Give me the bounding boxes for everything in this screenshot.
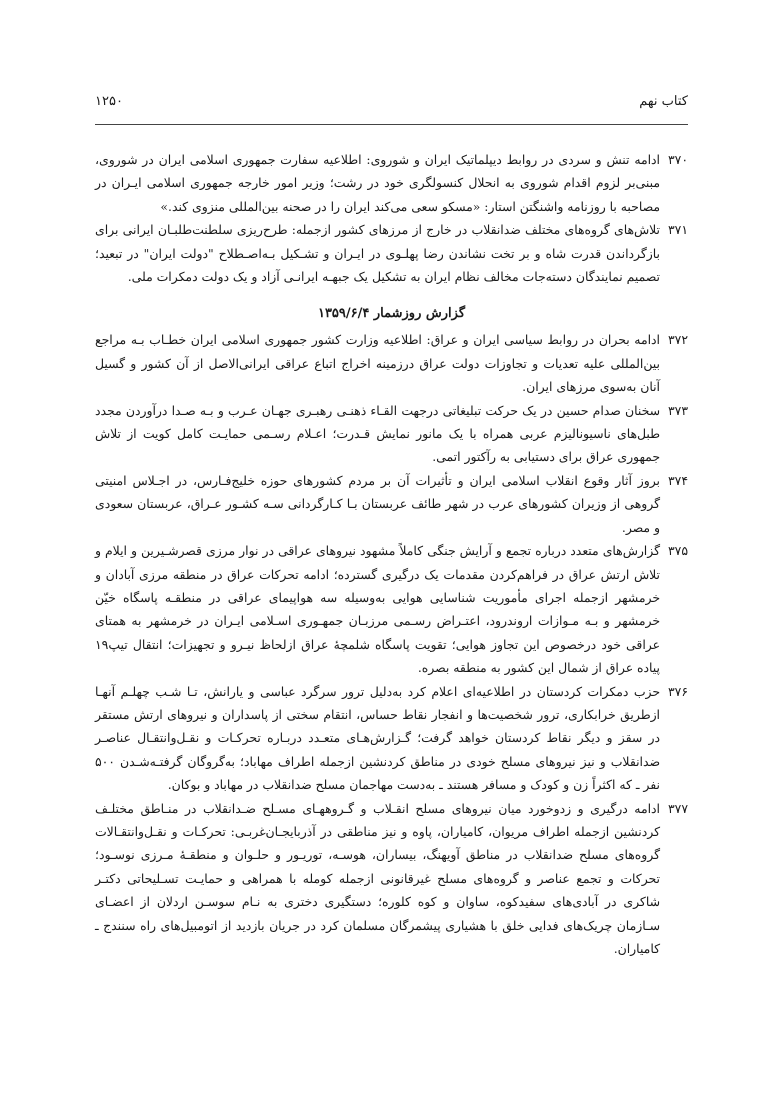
entry-number: ۳۷۱	[668, 222, 688, 238]
entry-number: ۳۷۶	[668, 683, 688, 699]
header-divider	[95, 124, 688, 125]
entry-372	[95, 328, 688, 398]
entry-377	[95, 797, 688, 961]
entry-number: ۳۷۵	[668, 543, 688, 559]
section-heading: گزارش روزشمار ۱۳۵۹/۶/۴	[317, 306, 466, 322]
running-header	[95, 94, 688, 114]
entry-374	[95, 469, 688, 539]
entry-number: ۳۷۰	[668, 152, 688, 167]
entry-375	[95, 539, 688, 679]
entry-text: ادامه درگیری و زدوخورد میان نیروهای مسلح انقـلاب و گـروههـای مسـلح ضـدانقلاب در منـاطق مختلـف کردنشین ازجمله اطراف مریوان، کامیاران، پاوه و نیز مناطقی در آذربایجـان‌غربـی: تحرکـات و نقـل‌وانتقـالات گروه‌های مسلح ضدانقلاب در مناطق آویهنگ، بیساران، هوسـه، توریـور و حلـوان و منطقـهٔ مـرزی نوسـود؛ تحرکات و تجمع عناصر و گروه‌های مسلح غیرقانونی ازجمله کومله با همراهی و حمایـت تسـلیحاتی دکتـر شاکری در آبادی‌های سفیدکوه، ساوان و کوه کلوره؛ دستگیری دختری به نـام سوسـن اردلان از اعضـای سـازمان چریک‌های فدایی خلق با هشیاری پیشمرگان مسلمان کرد در جریان بازدید از اتومبیل‌های راه سنندج ـ کامیاران.	[95, 800, 660, 956]
entry-text: حزب دمکرات کردستان در اطلاعیه‌ای اعلام کرد به‌دلیل ترور سرگرد عباسی و یارانش، تـا شـب چهلـم آنهـا ازطریق خرابکاری، ترور شخصیت‌ها و انفجار نقاط حساس، انتقام سختی از پاسداران و نیروهای ارتش مستقر در سقز و دیگر نقاط کردستان خواهد گرفت؛ گـزارش‌هـای متعـدد دربـاره تحرکـات و نقـل‌وانتقـال عناصـر ضدانقلاب و نیز نیروهای مسلح خودی در مناطق کردنشین ازجمله اطراف مهاباد؛ به‌گروگان گرفتـه‌شـدن ۵۰۰ نفر ـ که اکثراً زن و کودک و مسافر هستند ـ به‌دست مهاجمان مسلح ضدانقلاب در مهاباد و بوکان.	[95, 683, 660, 793]
entry-370	[95, 148, 688, 218]
book-title: کتاب نهم	[639, 94, 688, 109]
entry-text: بروز آثار وقوع انقلاب اسلامی ایران و تأثیرات آن بر مردم کشورهای حوزه خلیج‌فـارس، در اجـلاس امنیتی گروهی از وزیران کشورهای عرب در شهر طائف عربستان بـا کـارگردانی سـه کشـور عـراق، عربستان سعودی و مصر.	[95, 472, 660, 535]
page-number: ۱۲۵۰	[95, 94, 123, 109]
page-body	[95, 148, 688, 960]
entry-number: ۳۷۴	[668, 472, 688, 488]
entry-number: ۳۷۲	[668, 332, 688, 348]
entry-text: گزارش‌های متعدد درباره تجمع و آرایش جنگی کاملاً مشهود نیروهای عراقی در نوار مرزی قصرشـیرین و ایلام و تلاش ارتش عراق در فراهم‌کردن مقدمات یک درگیری گسترده؛ ادامه تحرکات عراق در منطقه مرزی آبادان و خرمشهر ازجمله اجرای مأموریت شناسایی هوایی به‌وسیله سه هواپیمای عراقی در منطقـه پاسگاه خیّن خرمشهر و بـه مـوازات اروندرود، اعتـراض رسـمی مرزبـان جمهـوری اسـلامی ایـران در خرمشهر به همتای عراقی خود درخصوص این تجاوز هوایی؛ تقویت پاسگاه شلمچهٔ عراق ازلحاظ نیـرو و تجهیزات؛ انتقال تیپ۱۹ پیاده عراق از شمال این کشور به منطقه بصره.	[95, 543, 660, 676]
entry-text: ادامه بحران در روابط سیاسی ایران و عراق: اطلاعیه وزارت کشور جمهوری اسلامی ایران خطـاب بـه مراجع بین‌المللی علیه تعدیات و تجاوزات دولت عراق درزمینه اخراج اتباع عراقی ایرانی‌الاصل از آن کشور و گسیل آنان به‌سوی مرزهای ایران.	[95, 332, 660, 395]
entry-text: ادامه تنش و سردی در روابط دیپلماتیک ایران و شوروی: اطلاعیه سفارت جمهوری اسلامی ایران در شوروی، مبنی‌بر لزوم اقدام شوروی به انحلال کنسولگری خود در رشت؛ وزیر امور خارجه جمهوری اسلامی ایـران در مصاحبه با روزنامه واشنگتن استار: «مسکو سعی می‌کند ایران را در صحنه بین‌المللی منزوی کند.»	[95, 152, 660, 214]
entry-373	[95, 399, 688, 469]
entry-number: ۳۷۷	[668, 800, 688, 816]
entry-text: تلاش‌های گروه‌های مختلف ضدانقلاب در خارج از مرزهای کشور ازجمله: طرح‌ریزی سلطنت‌طلبـان ایرانی برای بازگرداندن قدرت شاه و بر تخت نشاندن رضا پهلـوی در ایـران و تشـکیل بـه‌اصـطلاح "دولت ایران" در تبعید؛ تصمیم نمایندگان دسته‌جات مخالف نظام ایران به تشکیل یک جبهـه ایرانـی آزاد و یک دولت دمکرات ملی.	[95, 222, 660, 285]
entry-text: سخنان صدام حسین در یک حرکت تبلیغاتی درجهت القـاء ذهنـی رهبـری جهـان عـرب و بـه صـدا درآوردن مجدد طبل‌های ناسیونالیزم عربی همراه با یک مانور نمایش قـدرت؛ اعـلام رسـمی حمایـت کامل کویت از تلاش جمهوری عراق برای دستیابی به رآکتور اتمی.	[95, 402, 660, 465]
entry-376	[95, 680, 688, 797]
entry-371	[95, 218, 688, 288]
entry-number: ۳۷۳	[668, 402, 688, 418]
